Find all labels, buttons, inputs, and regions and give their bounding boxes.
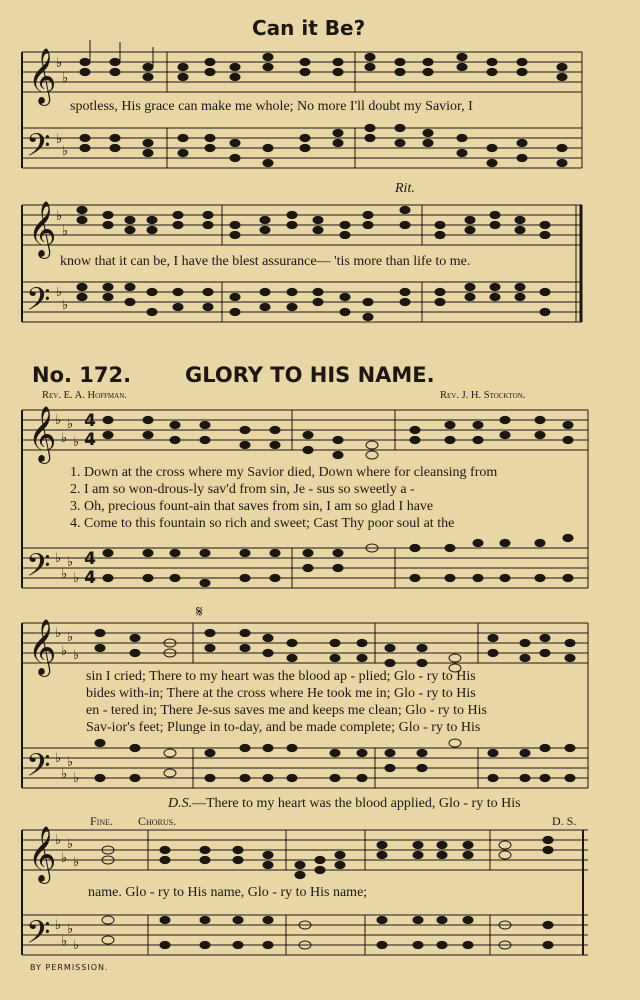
svg-text:♭: ♭: [67, 922, 74, 937]
svg-text:♭: ♭: [55, 751, 62, 766]
svg-text:𝄢: 𝄢: [26, 914, 51, 958]
svg-text:♭: ♭: [67, 837, 74, 852]
author-credit: Rev. E. A. Hoffman.: [42, 390, 127, 401]
verse-line: sin I cried; There to my heart was the blood ap - plied; Glo - ry to His: [86, 669, 476, 684]
svg-text:𝄢: 𝄢: [26, 547, 51, 591]
fine-label: Fine.: [90, 814, 114, 828]
hymn-number: No. 172.: [32, 363, 132, 387]
verse-line: Sav-ior's feet; Plunge in to-day, and be made complete; Glo - ry to His: [86, 720, 481, 735]
svg-text:♭: ♭: [73, 771, 80, 786]
hymn-title: GLORY TO HIS NAME.: [185, 363, 435, 387]
svg-text:♭: ♭: [67, 755, 74, 770]
rit-marking: Rit.: [395, 181, 415, 196]
time-signature-treble: 4 4: [84, 411, 96, 450]
chorus-lyric-line: name. Glo - ry to His name, Glo - ry to His name;: [88, 885, 368, 900]
svg-text:♭: ♭: [73, 938, 80, 953]
verse-line: 1. Down at the cross where my Savior died, Down where for cleansing from: [70, 465, 498, 480]
ds-lyric-line: —There to my heart was the blood applied, Glo - ry to His: [192, 796, 521, 811]
svg-text:♭: ♭: [62, 144, 69, 159]
verse-line: en - tered in; There Je-sus saves me and keeps me clean; Glo - ry to His: [86, 703, 487, 718]
svg-text:♭: ♭: [56, 132, 63, 147]
svg-text:♭: ♭: [73, 648, 80, 663]
svg-text:♭: ♭: [56, 285, 63, 300]
svg-text:♭: ♭: [61, 431, 68, 446]
segno-icon: 𝄋: [196, 602, 203, 621]
svg-text:♭: ♭: [55, 413, 62, 428]
svg-text:𝄞: 𝄞: [28, 406, 57, 462]
svg-text:♭: ♭: [55, 833, 62, 848]
svg-text:♭: ♭: [61, 644, 68, 659]
svg-text:𝄞: 𝄞: [28, 201, 57, 257]
ds-end-label: D. S.: [552, 814, 577, 828]
verse-line: 4. Come to this fountain so rich and sweet; Cast Thy poor soul at the: [70, 516, 455, 531]
svg-text:♭: ♭: [62, 298, 69, 313]
prev-lyric-line-2: know that it can be, I have the blest assurance— 'tis more than life to me.: [60, 254, 471, 269]
svg-text:♭: ♭: [56, 209, 63, 224]
svg-text:𝄢: 𝄢: [26, 747, 51, 791]
chorus-label: Chorus.: [138, 814, 177, 828]
clef-icons: [26, 48, 56, 958]
prev-hymn-title: Can it Be?: [252, 16, 366, 40]
svg-text:♭: ♭: [62, 224, 69, 239]
svg-text:𝄞: 𝄞: [28, 619, 57, 675]
prev-lyric-line-1: spotless, His grace can make me whole; No more I'll doubt my Savior, I: [70, 99, 473, 114]
svg-text:♭: ♭: [55, 551, 62, 566]
time-signature-bass: 4 4: [84, 549, 96, 588]
verse-line: bides with-in; There at the cross where He took me in; Glo - ry to His: [86, 686, 476, 701]
svg-text:𝄞: 𝄞: [28, 826, 57, 882]
svg-text:𝄢: 𝄢: [26, 281, 51, 325]
composer-credit: Rev. J. H. Stockton.: [440, 390, 526, 401]
svg-text:♭: ♭: [61, 934, 68, 949]
svg-text:♭: ♭: [61, 567, 68, 582]
verse-line: 3. Oh, precious fount-ain that saves from sin, I am so glad I have: [70, 499, 434, 514]
svg-text:♭: ♭: [73, 571, 80, 586]
svg-text:𝄢: 𝄢: [26, 127, 51, 171]
svg-text:♭: ♭: [73, 855, 80, 870]
svg-text:♭: ♭: [67, 417, 74, 432]
svg-text:♭: ♭: [55, 918, 62, 933]
svg-text:♭: ♭: [55, 626, 62, 641]
permission-note: BY PERMISSION.: [30, 963, 109, 972]
svg-text:♭: ♭: [61, 767, 68, 782]
svg-text:♭: ♭: [67, 555, 74, 570]
svg-text:♭: ♭: [56, 56, 63, 71]
svg-text:♭: ♭: [62, 71, 69, 86]
svg-text:♭: ♭: [67, 630, 74, 645]
svg-text:♭: ♭: [61, 851, 68, 866]
svg-text:♭: ♭: [73, 435, 80, 450]
verse-line: 2. I am so won-drous-ly sav'd from sin, Je - sus so sweetly a -: [70, 482, 415, 497]
svg-text:𝄞: 𝄞: [28, 48, 57, 104]
ds-marking: D.S.: [168, 796, 193, 811]
